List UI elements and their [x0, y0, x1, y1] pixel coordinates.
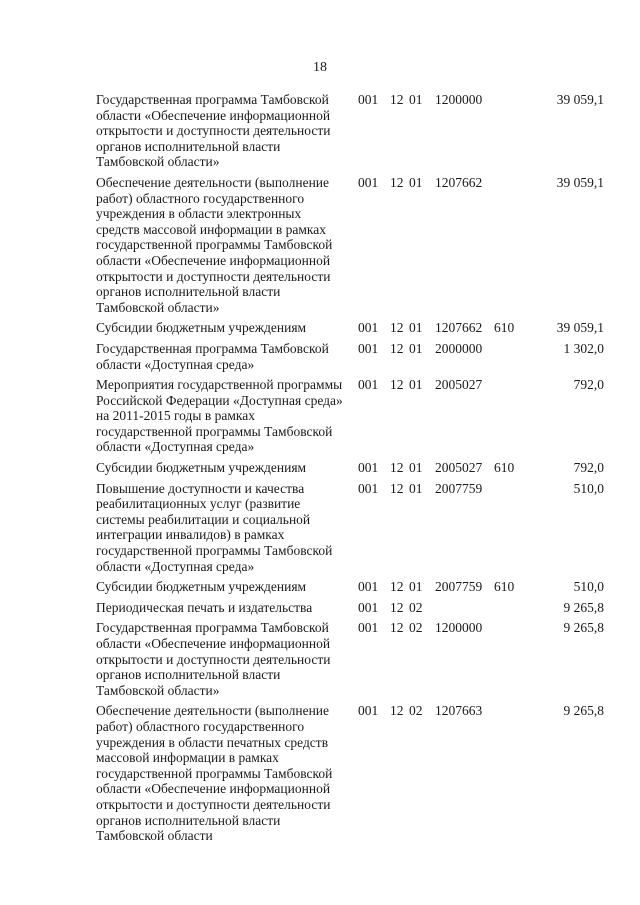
ministry-code: 001 — [358, 480, 379, 496]
amount: 1 302,0 — [563, 340, 604, 356]
amount: 39 059,1 — [556, 92, 604, 107]
row-description: Повышение доступности и качества реабилитационных услуг (развитие системы реабилитации и социальной интеграции инвалидов) в рамках государственной программы Тамбовской области «Доступная среда» — [96, 480, 333, 574]
subsection-code: 01 — [409, 92, 423, 107]
subsection-code: 02 — [409, 620, 423, 636]
section-code: 12 — [390, 620, 404, 636]
target-article-code: 2000000 — [435, 340, 483, 356]
table-row — [96, 175, 604, 315]
page-number: 18 — [313, 60, 327, 75]
ministry-code: 001 — [358, 703, 379, 719]
target-article-code: 2005027 — [435, 377, 483, 393]
section-code: 12 — [390, 174, 404, 190]
row-description: Субсидии бюджетным учреждениям — [96, 460, 307, 476]
ministry-code: 001 — [358, 579, 379, 595]
target-article-code: 2007759 — [435, 480, 483, 496]
table-row — [96, 460, 604, 476]
amount: 39 059,1 — [556, 174, 604, 190]
ministry-code: 001 — [358, 460, 379, 476]
expense-type-code: 610 — [494, 320, 515, 336]
target-article-code: 2007759 — [435, 579, 483, 595]
amount: 510,0 — [573, 480, 604, 496]
subsection-code: 01 — [409, 377, 423, 393]
target-article-code: 1207662 — [435, 174, 483, 190]
section-code: 12 — [390, 703, 404, 719]
table-row — [96, 92, 604, 170]
subsection-code: 01 — [409, 460, 423, 476]
table-row — [96, 703, 604, 843]
row-description: Государственная программа Тамбовской области «Обеспечение информационной открытости и доступности деятельности органов исполнительной власти Тамбовской области» — [96, 92, 331, 170]
section-code: 12 — [390, 92, 404, 107]
section-code: 12 — [390, 340, 404, 356]
table-row — [96, 320, 604, 336]
row-description: Государственная программа Тамбовской области «Обеспечение информационной открытости и доступности деятельности органов исполнительной власти Тамбовской области» — [96, 620, 331, 698]
amount: 9 265,8 — [563, 703, 604, 719]
row-description: Периодическая печать и издательства — [96, 599, 313, 615]
target-article-code: 1200000 — [435, 92, 483, 107]
table-row — [96, 377, 604, 455]
table-row — [96, 341, 604, 372]
ministry-code: 001 — [358, 320, 379, 336]
amount: 792,0 — [573, 460, 604, 476]
amount: 9 265,8 — [563, 599, 604, 615]
table-row — [96, 481, 604, 575]
row-description: Обеспечение деятельности (выполнение работ) областного государственного учреждения в области электронных средств массовой информации в рамках государственной программы Тамбовской области «Обеспечение информационной открытости и доступности деятельности органов исполнительной власти Тамбовской области» — [96, 174, 333, 315]
amount: 792,0 — [573, 377, 604, 393]
subsection-code: 01 — [409, 320, 423, 336]
subsection-code: 02 — [409, 599, 423, 615]
subsection-code: 01 — [409, 579, 423, 595]
ministry-code: 001 — [358, 92, 379, 107]
target-article-code: 1200000 — [435, 620, 483, 636]
subsection-code: 01 — [409, 480, 423, 496]
amount: 9 265,8 — [563, 620, 604, 636]
ministry-code: 001 — [358, 174, 379, 190]
subsection-code: 01 — [409, 174, 423, 190]
expense-type-code: 610 — [494, 460, 515, 476]
row-description: Обеспечение деятельности (выполнение работ) областного государственного учреждения в области печатных средств массовой информации в рамках государственной программы Тамбовской области «Обеспечение информационной открытости и доступности деятельности органов исполнительной власти Тамбовской области — [96, 703, 333, 844]
table-row — [96, 579, 604, 595]
expense-type-code: 610 — [494, 579, 515, 595]
budget-table — [96, 92, 604, 849]
ministry-code: 001 — [358, 340, 379, 356]
section-code: 12 — [390, 377, 404, 393]
row-description: Субсидии бюджетным учреждениям — [96, 579, 307, 595]
subsection-code: 02 — [409, 703, 423, 719]
section-code: 12 — [390, 480, 404, 496]
subsection-code: 01 — [409, 340, 423, 356]
section-code: 12 — [390, 460, 404, 476]
row-description: Государственная программа Тамбовской области «Доступная среда» — [96, 340, 329, 372]
amount: 510,0 — [573, 579, 604, 595]
ministry-code: 001 — [358, 620, 379, 636]
section-code: 12 — [390, 579, 404, 595]
table-row — [96, 620, 604, 698]
section-code: 12 — [390, 599, 404, 615]
target-article-code: 1207662 — [435, 320, 483, 336]
target-article-code: 1207663 — [435, 703, 483, 719]
row-description: Мероприятия государственной программы Российской Федерации «Доступная среда» на 2011-2015 годы в рамках государственной программы Тамбовской области «Доступная среда» — [96, 377, 343, 455]
table-row — [96, 600, 604, 616]
amount: 39 059,1 — [556, 320, 604, 336]
ministry-code: 001 — [358, 599, 379, 615]
row-description: Субсидии бюджетным учреждениям — [96, 320, 307, 336]
section-code: 12 — [390, 320, 404, 336]
ministry-code: 001 — [358, 377, 379, 393]
target-article-code: 2005027 — [435, 460, 483, 476]
